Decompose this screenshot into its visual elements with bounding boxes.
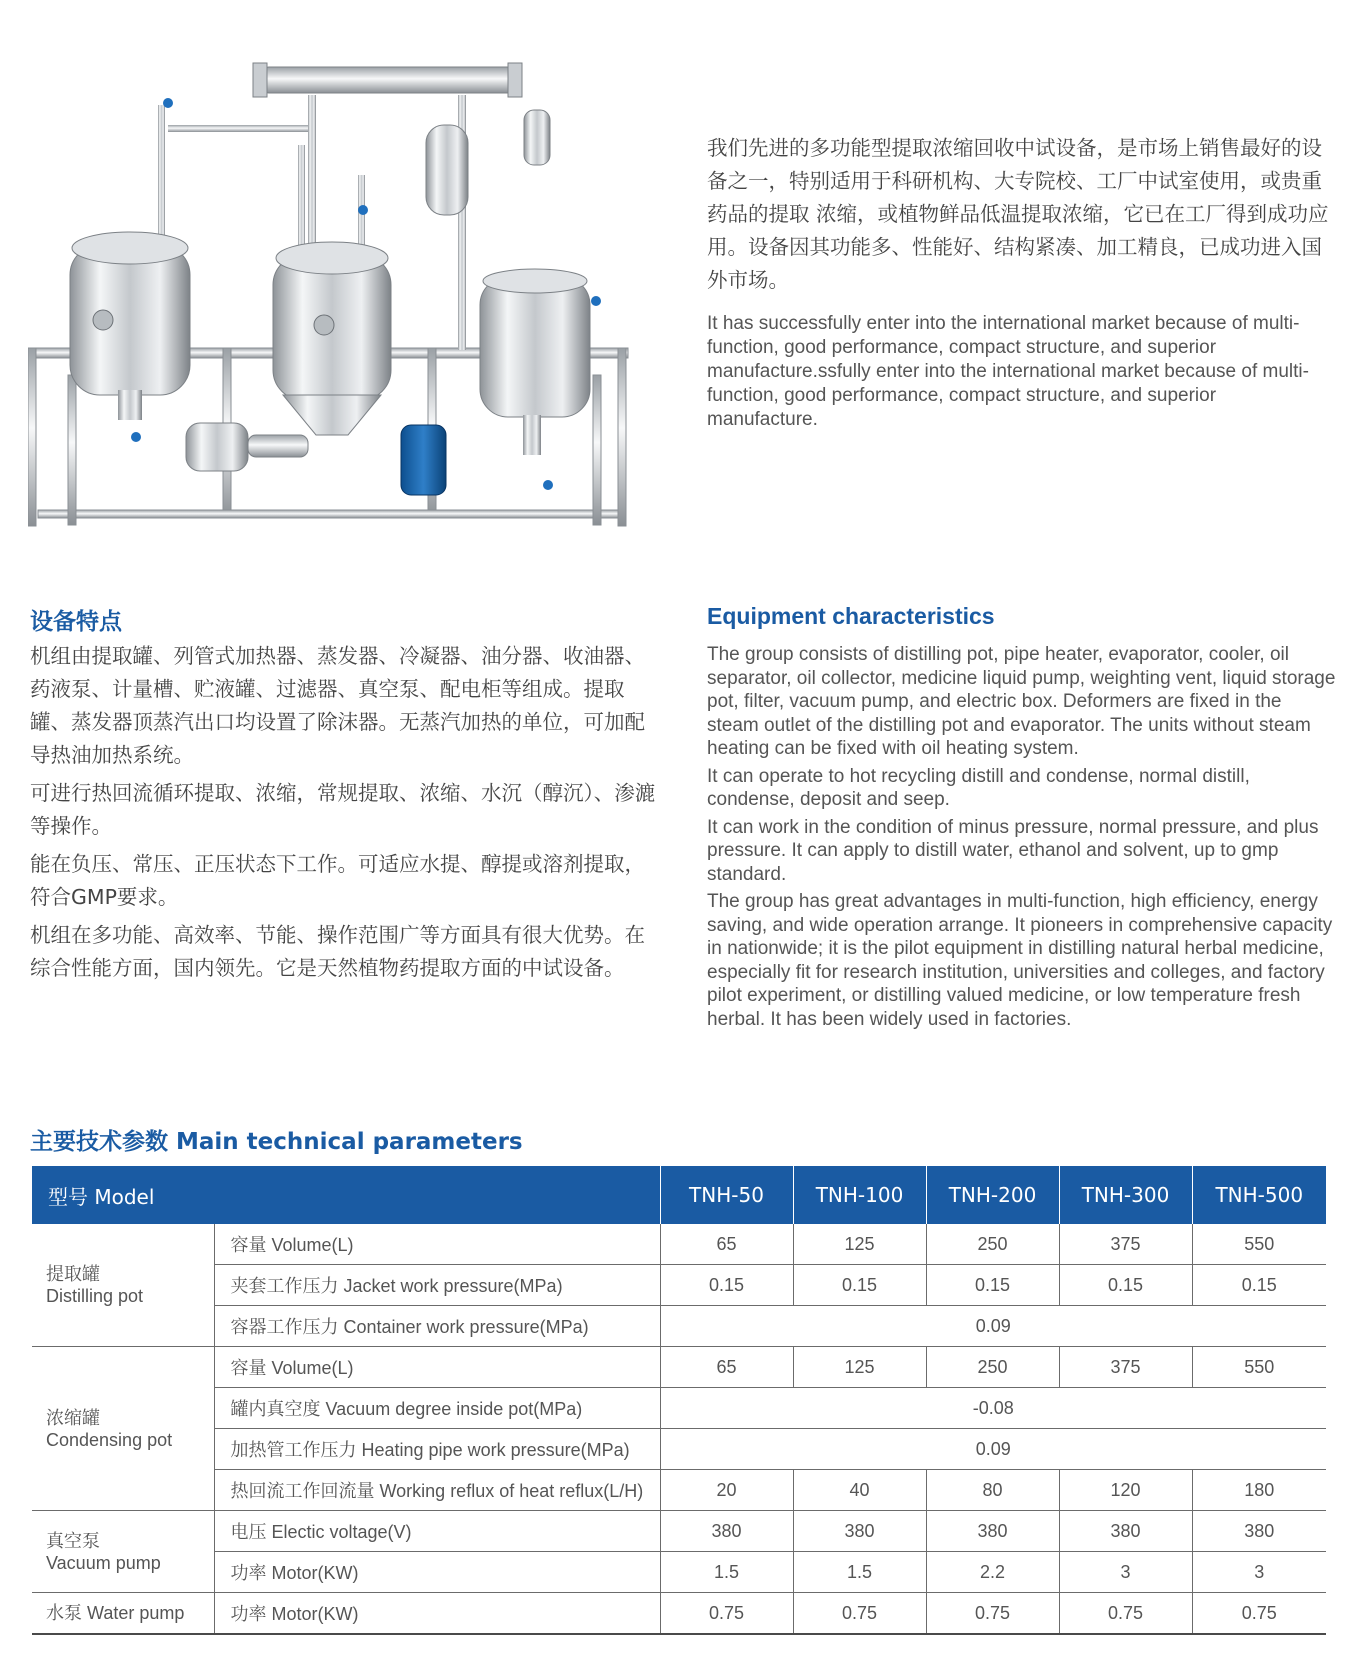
feature-paragraph: 机组由提取罐、列管式加热器、蒸发器、冷凝器、油分器、收油器、药液泵、计量槽、贮液罐、过滤器、真空泵、配电柜等组成。提取罐、蒸发器顶蒸汽出口均设置了除沫器。无蒸汽加热的单位，可加配导热油加热系统。 — [30, 644, 645, 767]
cell: 125 — [793, 1224, 926, 1265]
features-text-cn — [30, 640, 658, 990]
cell: 180 — [1192, 1470, 1326, 1511]
cell: 380 — [660, 1511, 793, 1552]
cell: 250 — [926, 1224, 1059, 1265]
table-header-row — [32, 1166, 1326, 1224]
feature-paragraph: It can operate to hot recycling distill and condense, normal distill, condense, deposit and seep. — [707, 765, 1250, 810]
row-label: 容量 Volume(L) — [214, 1347, 660, 1388]
model-column-header: TNH-50 — [660, 1166, 793, 1224]
cell: 3 — [1059, 1552, 1192, 1593]
cell: 0.75 — [660, 1593, 793, 1635]
intro-text-cn: 我们先进的多功能型提取浓缩回收中试设备，是市场上销售最好的设备之一，特别适用于科研机构、大专院校、工厂中试室使用，或贵重药品的提取 浓缩，或植物鲜品低温提取浓缩，它已在工厂得到成功应用。设备因其功能多、性能好、结构紧凑、加工精良，已成功进入国外市场。 — [707, 136, 1329, 292]
cell: 2.2 — [926, 1552, 1059, 1593]
cell: 0.15 — [793, 1265, 926, 1306]
parameters-heading: 主要技术参数 Main technical parameters — [30, 1129, 523, 1155]
model-column-header: TNH-500 — [1192, 1166, 1326, 1224]
group-label-en: Condensing pot — [46, 1429, 173, 1450]
cell: 0.09 — [660, 1306, 1326, 1347]
features-heading-en: Equipment characteristics — [707, 603, 995, 629]
cell: 120 — [1059, 1470, 1192, 1511]
table-row — [32, 1265, 1326, 1306]
model-column-header: TNH-200 — [926, 1166, 1059, 1224]
row-label: 加热管工作压力 Heating pipe work pressure(MPa) — [214, 1429, 660, 1470]
cell: 375 — [1059, 1347, 1192, 1388]
table-row — [32, 1552, 1326, 1593]
cell: 0.15 — [926, 1265, 1059, 1306]
group-label-en: Distilling pot — [46, 1286, 144, 1306]
equipment-photo — [28, 55, 653, 563]
model-header: 型号 Model — [32, 1166, 660, 1224]
cell: 1.5 — [660, 1552, 793, 1593]
cell: 3 — [1192, 1552, 1326, 1593]
cell: 65 — [660, 1347, 793, 1388]
cell: 0.15 — [1192, 1265, 1326, 1306]
row-label: 罐内真空度 Vacuum degree inside pot(MPa) — [214, 1388, 660, 1429]
row-label: 夹套工作压力 Jacket work pressure(MPa) — [214, 1265, 660, 1306]
cell: 1.5 — [793, 1552, 926, 1593]
cell: 550 — [1192, 1224, 1326, 1265]
table-row — [32, 1429, 1326, 1470]
cell: 40 — [793, 1470, 926, 1511]
row-label: 热回流工作回流量 Working reflux of heat reflux(L/H) — [214, 1470, 660, 1511]
cell: 380 — [793, 1511, 926, 1552]
cell: 20 — [660, 1470, 793, 1511]
cell: 80 — [926, 1470, 1059, 1511]
cell: 250 — [926, 1347, 1059, 1388]
group-label-cn: 真空泵 — [46, 1530, 100, 1551]
cell: 0.75 — [1192, 1593, 1326, 1635]
table-row — [32, 1388, 1326, 1429]
table-row — [32, 1470, 1326, 1511]
cell: 380 — [1192, 1511, 1326, 1552]
cell: 380 — [1059, 1511, 1192, 1552]
table-row — [32, 1511, 1326, 1552]
group-vacuum-pump — [32, 1511, 214, 1593]
cell: 0.75 — [793, 1593, 926, 1635]
cell: 375 — [1059, 1224, 1192, 1265]
feature-paragraph: 可进行热回流循环提取、浓缩，常规提取、浓缩、水沉（醇沉）、渗漉等操作。 — [30, 781, 656, 838]
feature-paragraph: 能在负压、常压、正压状态下工作。可适应水提、醇提或溶剂提取，符合GMP要求。 — [30, 852, 645, 909]
group-distilling-pot — [32, 1224, 214, 1347]
row-label: 功率 Motor(KW) — [214, 1593, 660, 1635]
group-label-en: Vacuum pump — [46, 1552, 161, 1573]
row-label: 电压 Electic voltage(V) — [214, 1511, 660, 1552]
cell: 65 — [660, 1224, 793, 1265]
cell: 0.75 — [1059, 1593, 1192, 1635]
model-column-header: TNH-100 — [793, 1166, 926, 1224]
group-label: 水泵 Water pump — [46, 1603, 185, 1623]
row-label: 容量 Volume(L) — [214, 1224, 660, 1265]
table-row — [32, 1224, 1326, 1265]
parameters-table — [32, 1166, 1326, 1635]
intro-text-en: It has successfully enter into the international market because of multi-function, good performance, compact structure, and superior manufacture.ssfully enter into the international market because of multi-function, good performance, compact structure, and superior manufacture. — [707, 313, 1309, 430]
cell: -0.08 — [660, 1388, 1326, 1429]
cell: 0.75 — [926, 1593, 1059, 1635]
table-row — [32, 1306, 1326, 1347]
group-water-pump — [32, 1593, 214, 1635]
feature-paragraph: It can work in the condition of minus pressure, normal pressure, and plus pressure. It can apply to distill water, ethanol and solvent, up to gmp standard. — [707, 816, 1319, 885]
feature-paragraph: 机组在多功能、高效率、节能、操作范围广等方面具有很大优势。在综合性能方面，国内领先。它是天然植物药提取方面的中试设备。 — [30, 923, 645, 980]
features-text-en — [707, 643, 1337, 1035]
features-heading-cn: 设备特点 — [30, 609, 122, 635]
cell: 0.15 — [1059, 1265, 1192, 1306]
row-label: 功率 Motor(KW) — [214, 1552, 660, 1593]
table-row — [32, 1347, 1326, 1388]
model-column-header: TNH-300 — [1059, 1166, 1192, 1224]
cell: 125 — [793, 1347, 926, 1388]
cell: 550 — [1192, 1347, 1326, 1388]
cell: 0.09 — [660, 1429, 1326, 1470]
group-label-cn: 浓缩罐 — [46, 1407, 100, 1428]
group-label-cn: 提取罐 — [46, 1264, 100, 1284]
row-label: 容器工作压力 Container work pressure(MPa) — [214, 1306, 660, 1347]
cell: 0.15 — [660, 1265, 793, 1306]
group-condensing-pot — [32, 1347, 214, 1511]
feature-paragraph: The group consists of distilling pot, pipe heater, evaporator, cooler, oil separator, oil collector, medicine liquid pump, weighting vent, liquid storage pot, filter, vacuum pump, and electric box. Deformers are fixed in the steam outlet of the distilling pot and evaporator. The units without steam heating can be fixed with oil heating system. — [707, 644, 1336, 759]
feature-paragraph: The group has great advantages in multi-function, high efficiency, energy saving, and wide operation arrange. It pioneers in comprehensive capacity in nationwide; it is the pilot equipment in distilling natural herbal medicine, especially fit for research institution, universities and colleges, and factory pilot experiment, or distilling valued medicine, or low temperature fresh herbal. It has been widely used in factories. — [707, 891, 1333, 1030]
table-row — [32, 1593, 1326, 1635]
cell: 380 — [926, 1511, 1059, 1552]
